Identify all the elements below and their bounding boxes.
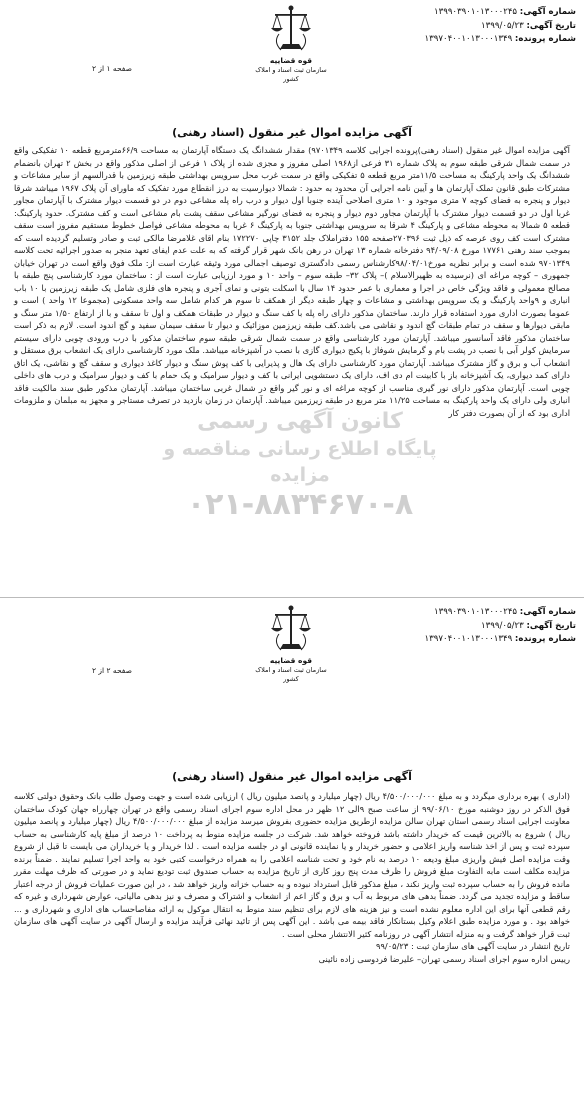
case-number-row: شماره پرونده: ۱۳۹۷۰۴۰۰۱۰۱۳۰۰۰۱۳۴۹ (424, 34, 576, 44)
emblem-title: قوه قضاییه (269, 656, 313, 665)
judiciary-emblem (248, 4, 334, 84)
notice-number-row: شماره آگهی: ۱۳۹۹۰۳۹۰۱۰۱۳۰۰۰۲۴۵ (433, 607, 576, 617)
scales-of-justice-icon (269, 604, 313, 656)
watermark-line-1: کانون آگهی رسمی (197, 409, 403, 434)
notice-body (14, 144, 570, 419)
emblem-title: قوه قضاییه (269, 56, 313, 65)
notice-body (14, 790, 570, 965)
page-separator (0, 597, 584, 598)
notice-body-text: آگهی مزایده اموال غیر منقول (اسناد رهنی)پرونده اجرایی کلاسه ۹۷۰۱۳۴۹) مقدار ششدانگ یک دستگاه آپارتمان به مساحت ۶۶/۹مترمربع قطعه ۱۰ تفکیکی واقع در سمت شمال شرقی طبقه سوم به پلاک شماره ۳۱ فرعی از۱۹۶۸ اصلی مفروز و مجزی شده از پلاک ۱ فرعی از اصلی مذکور واقع در بخش ۲ تهران بانضمام ششدانگ یک واحد پارکینگ به مساحت ۱۱/۵متر مربع قطعه ۵ تفکیکی واقع در سمت غرب محل سرویس بهداشتی طبقه زیرزمین با قدرالسهم از سایر مشاعات و مشترکات طبق قانون تملک آپارتمان ها و آیین نامه اجرایی آن محدود به حدود : شمالا دیوارسیت به درز انقطاع مورد تفکیک که ماورای آن پلاک ۱۹۶۷ میباشد شرقا دیوار و پنجره به فضای کوچه ۷ متری موجود و ۱۰ متری اصلاحی آینده جنوبا اول دیوار و درب راه پله مشاعی دوم در دو قسمت دیوار مشترک با آپارتمان مجاور غربا اول در دو قسمت دیوار مشترک با آپارتمان مجاور دوم دیوار و پنجره به فضای نورگیر مشاعی سقف پشت بام مشاعی است و کف مشترک. حدود پارکینگ: قطعه ۵ شمالا به محوطه مشاعی و پارکینگ ۴ شرقا به سرویس بهداشتی جنوبا به پارکینگ ۶ غربا به محوطه مشاعی فواصل خطوط مستقیم مفروز است سقف مشترک است کف روی عرصه که ذیل ثبت ۲۷۰۳۹۶صفحه ۱۵۵ دفتراملاک جلد ۳۱۵۲ چاپی ۱۷۲۲۷۰ بنام اقای غلامرضا مالکی ثبت و صادر وتسلیم گردیده است که بموجب سند رهنی ۱۷۷۶۱ مورخ ۹۴/۰۹/۰۸ دفترخانه شماره ۱۳ تهران در رهن بانک شهر قرار گرفته که به علت عدم ایفای تعهد منجر به صدور اجرائیه تحت کلاسه ۹۷۰۱۳۴۹ شده است و برابر نظریه مورخ۹۸/۰۴/۰۱کارشناس رسمی دادگستری توصیف اجمالی مورد وثیقه عبارت است از: ملک فوق واقع است در تهران خیابان جمهوری – کوچه مراغه ای (نرسیده به ظهیرالاسلام )– پلاک ۳۲– طبقه سوم – واحد ۱۰ و مورد ارزیابی عبارت است از : ساختمان مورد کارشناسی پنج طبقه با مصالح معمولی و فاقد ویژگی خاص در اجرا و معماری با عمر حدود ۱۴ سال با اسکلت بتونی و نمای آجری و پنجره های فلزی شامل یک طبقه زیرزمین با ۱۰ باب انباری و ۹واحد پارکینگ و یک سرویس بهداشتی و مشاعات و چهار طبقه دیگر از همکف تا سوم هر کدام شامل سه واحد مسکونی (مجموعا ۱۲ واحد ) است و عموما بصورت اداری مورد استفاده قرار دارند. ساختمان مذکور دارای راه پله با کف سنگ و دیوار در طبقات همکف و اول تا سقف و با از ارتفاع ۱/۵۰ متر سنگ و مابقی دیوارها و سقف در تمام طبقات گچ اندود و نقاشی می باشد.کف طبقه زیرزمین موزائیک و دیوار تا سقف سیمان سفید و گچ اندود است. لازم به ذکر است ساختمان مذکور فاقد آسانسور میباشد. آپارتمان مورد کارشناسی واقع در سمت شمال شرقی طبقه سوم ساختمان مذکور با درب ورودی چوبی دارای سیستم سرمایش کولر آبی با نصب در پشت بام و گرمایش شوفاژ با پکیج دیواری گازی با نصب در آشپزخانه میباشد. ملک مورد کارشناسی دارای یک انشعاب برق مستقل و انشعاب آب و برق و گاز مشترک میباشد. آپارتمان مورد کارشناسی دارای یک هال و پذیرایی با کف پوش سنگ و دیوار کاغذ دیواری و سقف گچ و نقاشی، یک اتاق دارای کمد دیواری، یک آشپزخانه باز با کابینت ام دی اف، دارای یک دستشویی ایرانی با کف و دیوار سرامیک و یک حمام با کف و دیوار سرامیک و درب های داخلی چوبی است. آپارتمان مذکور دارای نور گیری مناسب از کوچه مراغه ای و نور گیر واقع در شمال غربی ساختمان میباشد. آپارتمان مذکور طبق سند مالکیت فاقد انباری ولی دارای یک واحد پارکینگ به مساحت ۱۱/۲۵ متر مربع در طبقه زیرزمین میباشد. آپارتمان در زمان بازدید در تصرف مستاجر و مجهز به مبلمان و ملزومات اداری بود که از آن بصورت دفتر کار (14, 145, 571, 418)
notice-body-text: (اداری ) بهره برداری میگردد و به مبلغ ۴/۵۰۰/۰۰۰/۰۰۰ ریال (چهار میلیارد و پانصد میلیون ریال ) ارزیابی شده است و جهت وصول طلب بانک وحقوق دولتی کلاسه فوق الذکر در روز دوشنبه مورخ ۹۹/۰۶/۱۰ از ساعت صبح ۹الی ۱۲ ظهر در محل اداره سوم اجرای اسناد رسمی واقع در تهران چهارراه جهان کودک ساختمان معاونت اجرایی اسناد رسمی استان تهران سالن مزایده ازطریق مزایده حضوری بفروش میرسد مزایده از مبلغ ۴/۵۰۰/۰۰۰/۰۰۰ ریال (چهار میلیارد و پانصد میلیون ریال ) شروع به بالاترین قیمت که خریدار داشته باشد فروخته خواهد شد. شرکت در جلسه مزایده منوط به پرداخت ۱۰ درصد از مبلغ پایه کارشناسی به حساب سپرده ثبت و پس از اخذ شناسه واریز اعلامی و حضور خریدار و یا نماینده قانونی او در جلسه مزایده است . لذا خریدار و یا خریداران می بایست تا قبل از شروع وقت مزایده اصل فیش واریزی مبلغ ودیعه ۱۰ درصد به نام خود و تحت شناسه اعلامی را به همراه درخواست کتبی خود به واحد اجرا تسلیم نمایند . ضمناً برنده مزایده مکلف است مابه التفاوت مبلغ فروش را ظرف مدت پنج روز کاری از تاریخ مزایده به حساب صندوق ثبت تودیع نماید و در صورتی که ظرف مهلت مقرر مانده فروش را به حساب سپرده ثبت واریز نکند ، مبلغ مذکور قابل استرداد نبوده و به حساب خزانه واریز خواهد شد ، در این صورت عملیات فروش از درجه اعتبار ساقط و مزایده تجدید می گردد. ضمناً بدهی های مربوط به آب و برق و گاز اعم از انشعاب و اشتراک و مصرف و نیز بدهی مالیاتی، عوارض شهرداری و غیره که رقم قطعی آنها برای این اداره معلوم نشده است و نیز هزینه های لازم برای تنظیم سند منوط به انتقال موکول به ارائه مفاصاحساب های اداری و شهرداری و ... خواهد بود . و مورد مزایده طبق اعلام وکیل بستانکار فاقد بیمه می باشد . این آگهی پس از تائید نهائی فرآیند مزایده و ارسال آگهی در سایت آگهی های سازمان ثبت قرار خواهد گرفت و به منزله انتشار آگهی در روزنامه کثیر الانتشار محلی است . (14, 791, 571, 939)
emblem-subtitle: سازمان ثبت اسناد و املاک کشور (255, 666, 327, 683)
watermark-line-2: پایگاه اطلاع رسانی مناقصه و مزایده (163, 438, 437, 486)
page-number: صفحه ۱ از ۲ (92, 64, 132, 73)
notice-title: آگهی مزایده اموال غیر منقول (اسناد رهنی) (172, 126, 412, 139)
page-2 (0, 600, 584, 1114)
notice-number-row: شماره آگهی: ۱۳۹۹۰۳۹۰۱۰۱۳۰۰۰۲۴۵ (433, 7, 576, 17)
watermark-phone: ۰۲۱-۸۸۳۴۶۷۰-۸ (186, 487, 414, 522)
scales-of-justice-icon (269, 4, 313, 56)
emblem-subtitle: سازمان ثبت اسناد و املاک کشور (255, 66, 327, 83)
publish-date-line: تاریخ انتشار در سایت آگهی های سازمان ثبت : ۹۹/۰۵/۲۳ (376, 941, 570, 951)
notice-title: آگهی مزایده اموال غیر منقول (اسناد رهنی) (172, 770, 412, 783)
notice-date-row: تاریخ آگهی: ۱۳۹۹/۰۵/۲۳ (480, 620, 576, 631)
notice-meta (424, 6, 576, 47)
judiciary-emblem (248, 604, 334, 684)
signature-line: رییس اداره سوم اجرای اسناد رسمی تهران– علیرضا فردوسی زاده نائینی (318, 953, 570, 964)
notice-date-row: تاریخ آگهی: ۱۳۹۹/۰۵/۲۳ (480, 20, 576, 31)
notice-meta (424, 606, 576, 647)
watermark (150, 408, 450, 522)
case-number-row: شماره پرونده: ۱۳۹۷۰۴۰۰۱۰۱۳۰۰۰۱۳۴۹ (424, 634, 576, 644)
page-number: صفحه ۲ از ۲ (92, 666, 132, 675)
